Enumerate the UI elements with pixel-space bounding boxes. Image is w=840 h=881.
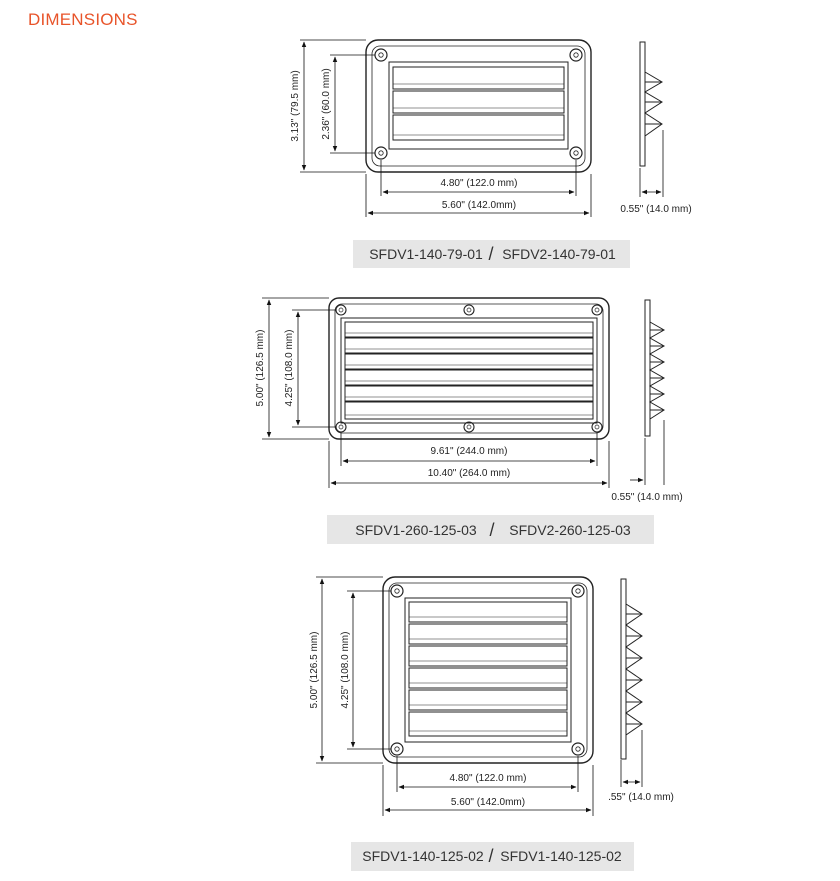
vent-front-view (329, 298, 609, 439)
model-badge (351, 842, 634, 871)
vent-front-view (383, 577, 593, 763)
width-outer-label: 5.60" (142.0mm) (450, 797, 526, 808)
vent-side-view (621, 579, 642, 759)
depth-label: .55" (14.0 mm) (608, 792, 674, 803)
model-badge (327, 515, 654, 544)
height-outer-label: 5.00" (126.5 mm) (255, 329, 266, 407)
width-inner-label: 4.80" (122.0 mm) (449, 773, 527, 784)
vent-drawing-1 (290, 40, 692, 268)
width-inner-label: 9.61" (244.0 mm) (430, 446, 508, 457)
model-right: SFDV2-140-79-01 (502, 246, 616, 262)
model-separator: / (489, 520, 495, 540)
depth-label: 0.55" (14.0 mm) (611, 492, 683, 503)
model-left: SFDV1-140-79-01 (369, 246, 483, 262)
model-separator: / (488, 244, 494, 264)
page-title: DIMENSIONS (28, 10, 138, 29)
model-separator: / (488, 846, 494, 866)
height-inner-label: 2.36" (60.0 mm) (321, 68, 332, 140)
model-right: SFDV1-140-125-02 (500, 848, 622, 864)
height-inner-label: 4.25" (108.0 mm) (340, 631, 351, 709)
vent-side-view (645, 300, 664, 436)
width-inner-label: 4.80" (122.0 mm) (440, 178, 518, 189)
depth-label: 0.55" (14.0 mm) (620, 204, 692, 215)
model-badge (353, 240, 630, 268)
vent-front-view (366, 40, 591, 172)
vent-drawing-3 (309, 577, 674, 871)
height-inner-label: 4.25" (108.0 mm) (284, 329, 295, 407)
model-left: SFDV1-260-125-03 (355, 522, 477, 538)
width-outer-label: 5.60" (142.0mm) (441, 200, 517, 211)
vent-side-view (640, 42, 662, 166)
height-outer-label: 5.00" (126.5 mm) (309, 631, 320, 709)
dimension-lines (262, 298, 664, 488)
width-outer-label: 10.40" (264.0 mm) (427, 468, 511, 479)
model-left: SFDV1-140-125-02 (362, 848, 484, 864)
vent-drawing-2 (255, 298, 683, 544)
height-outer-label: 3.13" (79.5 mm) (290, 70, 301, 142)
model-right: SFDV2-260-125-03 (509, 522, 631, 538)
